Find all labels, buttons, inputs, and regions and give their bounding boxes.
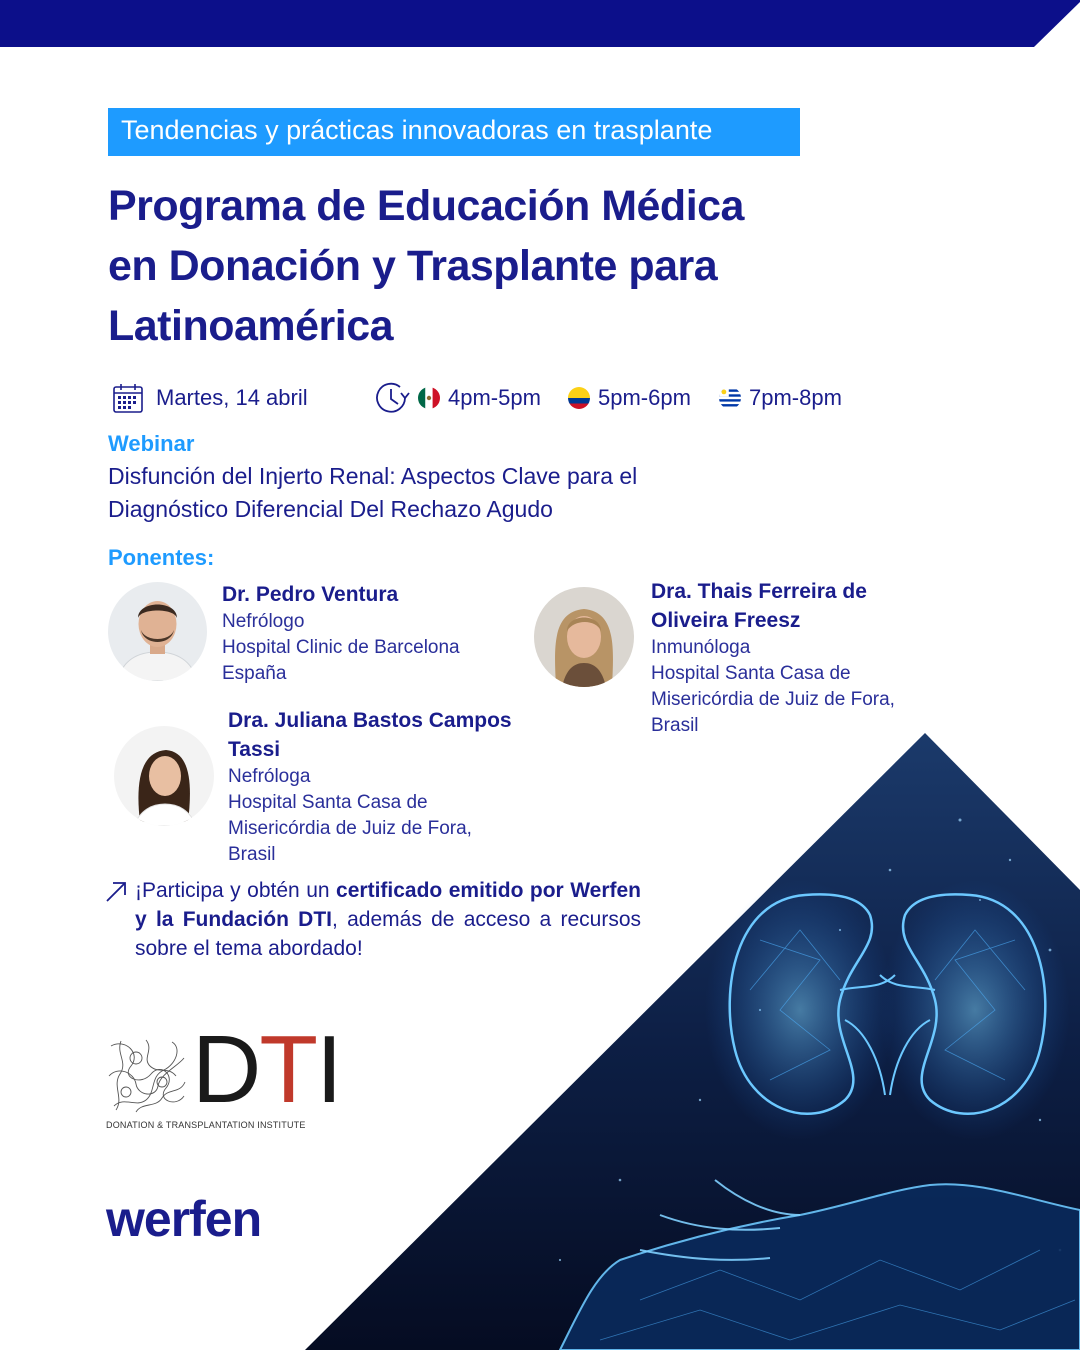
event-date: Martes, 14 abril — [156, 385, 308, 410]
colombia-flag-icon — [568, 387, 590, 409]
speaker-role: Nefrólogo — [222, 611, 305, 632]
speaker-role: Inmunóloga — [651, 637, 751, 658]
speaker-affiliation: Misericórdia de Juiz de Fora, — [228, 818, 472, 839]
speaker-affiliation: Brasil — [651, 715, 699, 736]
speaker-photo-pedro — [108, 582, 207, 681]
speaker-photo-thais — [534, 587, 634, 687]
speaker-affiliation: Hospital Santa Casa de — [651, 663, 851, 684]
mexico-flag-icon — [418, 387, 440, 409]
title-line: en Donación y Trasplante para — [108, 242, 718, 290]
speaker-affiliation: España — [222, 663, 287, 684]
speaker-name: Dra. Thais Ferreira de — [651, 580, 867, 603]
speaker-affiliation: Misericórdia de Juiz de Fora, — [651, 689, 895, 710]
clock-item — [372, 378, 541, 418]
certificate-call-to-action — [135, 876, 641, 963]
schedule-row — [108, 378, 888, 418]
webinar-title — [108, 460, 728, 526]
arrow-up-right-icon — [104, 878, 128, 904]
dti-subtitle: DONATION & TRANSPLANTATION INSTITUTE — [106, 1120, 306, 1130]
cta-text: , además de acceso a recursos sobre el tema abordado! — [135, 908, 641, 960]
speaker-affiliation: Hospital Santa Casa de — [228, 792, 428, 813]
calendar-icon — [112, 382, 144, 414]
webinar-label: Webinar — [108, 431, 195, 456]
speaker-photo-juliana — [114, 726, 214, 826]
speaker-role: Nefróloga — [228, 766, 311, 787]
cta-bold-text: certificado emitido por Werfen y la Fundación DTI — [135, 879, 641, 931]
webinar-title-line: Disfunción del Injerto Renal: Aspectos Clave para el — [108, 463, 638, 489]
time-item-uruguay — [719, 378, 842, 418]
speaker-name: Tassi — [228, 738, 281, 761]
dti-logo — [106, 1016, 341, 1136]
date-item — [112, 378, 308, 418]
speaker-name: Dr. Pedro Ventura — [222, 583, 399, 606]
title-line: Programa de Educación Médica — [108, 182, 744, 230]
speaker-name: Oliveira Freesz — [651, 609, 801, 632]
speaker-name: Dra. Juliana Bastos Campos — [228, 709, 512, 732]
werfen-logo: werfen — [106, 1191, 262, 1247]
tagline-banner: Tendencias y prácticas innovadoras en trasplante — [108, 108, 800, 156]
cta-text: ¡Participa y obtén un — [135, 879, 337, 902]
speakers-label: Ponentes: — [108, 545, 215, 570]
uruguay-flag-icon — [719, 387, 741, 409]
page-title — [108, 176, 828, 356]
time-uruguay: 7pm-8pm — [749, 385, 842, 410]
title-line: Latinoamérica — [108, 302, 394, 350]
webinar-title-line: Diagnóstico Diferencial Del Rechazo Agudo — [108, 496, 553, 522]
dti-wordmark: DTI — [192, 1016, 341, 1123]
dti-emblem-icon — [106, 1036, 188, 1116]
time-mexico: 4pm-5pm — [448, 385, 541, 410]
time-colombia: 5pm-6pm — [598, 385, 691, 410]
time-item-colombia — [568, 378, 691, 418]
speaker-affiliation: Brasil — [228, 844, 276, 865]
clock-icon — [372, 379, 410, 417]
speaker-affiliation: Hospital Clinic de Barcelona — [222, 637, 460, 658]
